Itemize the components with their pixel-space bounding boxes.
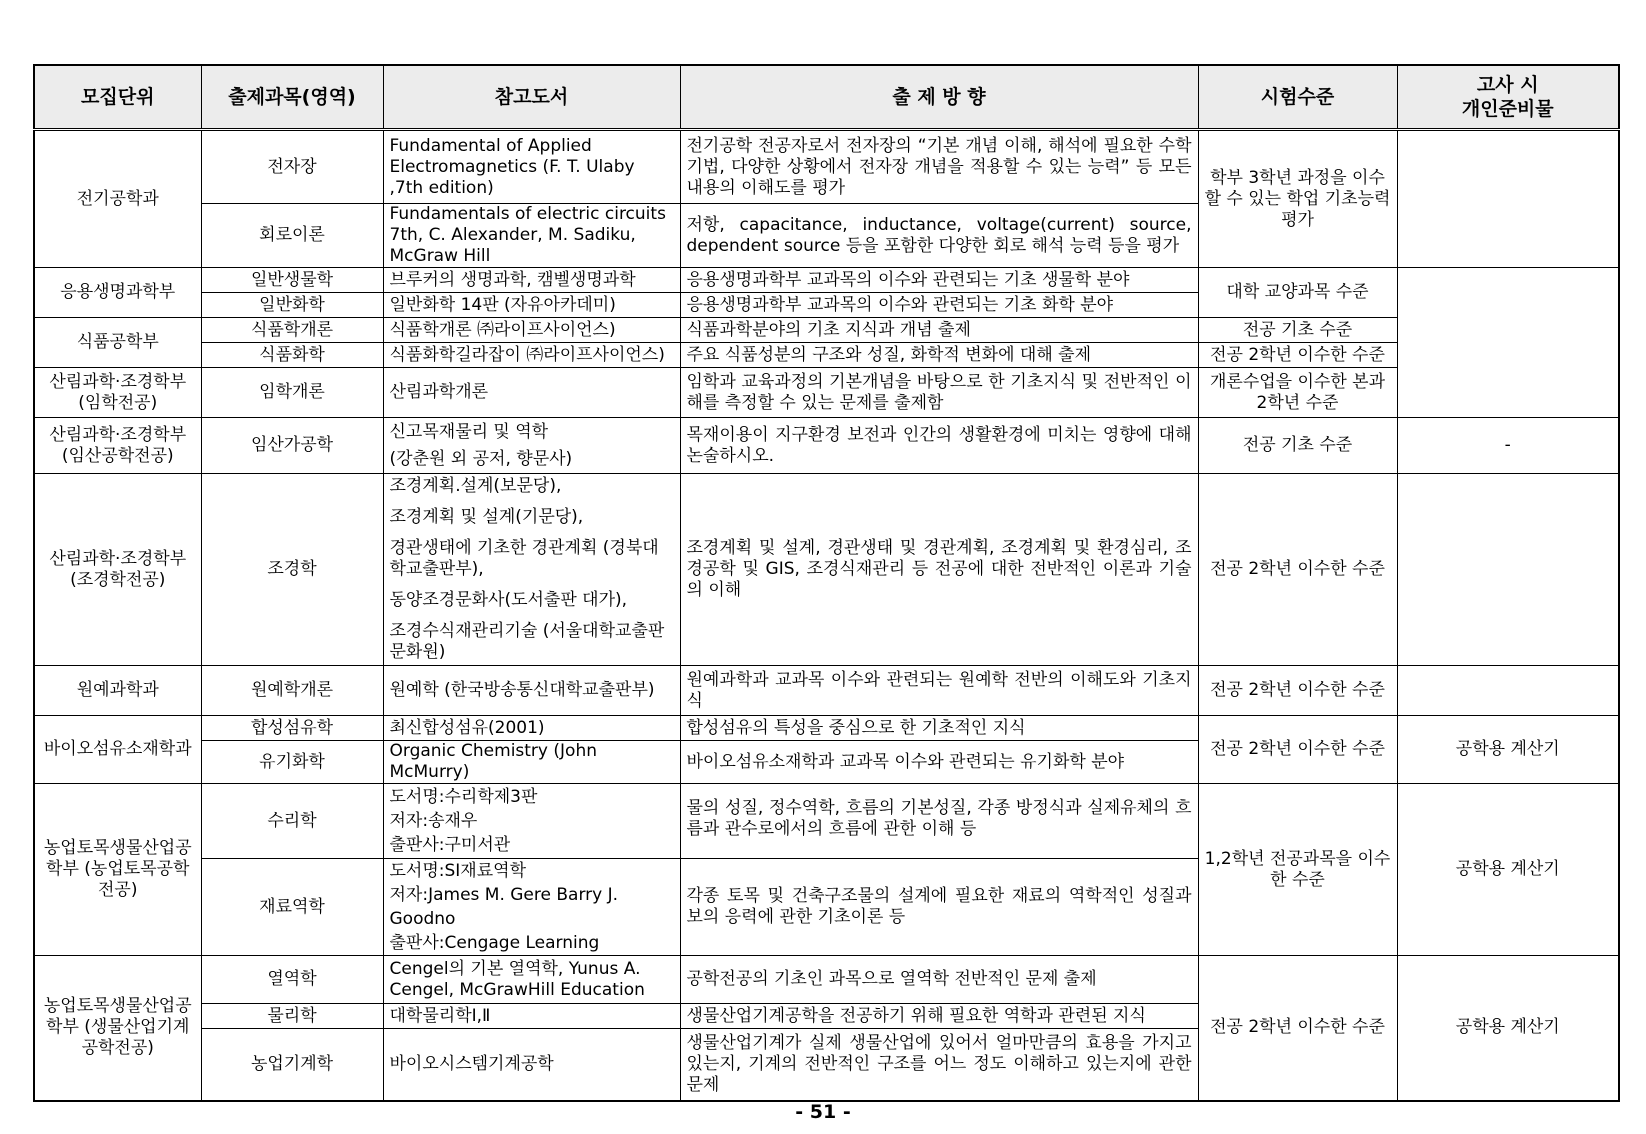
- prep-cell: 공학용 계산기: [1397, 716, 1619, 784]
- reference-cell: 식품화학길라잡이 ㈜라이프사이언스): [383, 343, 680, 368]
- direction-cell: 저항, capacitance, inductance, voltage(current) source, dependent source 등을 포함한 다양한 회로 해석 능력 등을 평가: [680, 204, 1198, 268]
- reference-cell: [383, 859, 680, 956]
- direction-cell: 생물산업기계공학을 전공하기 위해 필요한 역학과 관련된 지식: [680, 1004, 1198, 1029]
- level-cell: 전공 2학년 이수한 수준: [1198, 474, 1397, 666]
- unit-cell: 식품공학부: [34, 318, 201, 368]
- subject-cell: 식품화학: [201, 343, 383, 368]
- header-prep: [1397, 65, 1619, 130]
- unit-cell: 원예과학과: [34, 666, 201, 716]
- reference-line: 조경계획.설계(보문당),: [389, 476, 562, 496]
- direction-cell: 공학전공의 기초인 과목으로 열역학 전반적인 문제 출제: [680, 956, 1198, 1004]
- reference-cell: [383, 418, 680, 474]
- level-cell: 전공 기초 수준: [1198, 418, 1397, 474]
- unit-cell: 바이오섬유소재학과: [34, 716, 201, 784]
- reference-cell: 식품학개론 ㈜라이프사이언스): [383, 318, 680, 343]
- prep-cell: 공학용 계산기: [1397, 956, 1619, 1101]
- reference-cell: 원예학 (한국방송통신대학교출판부): [383, 666, 680, 716]
- prep-cell: [1397, 474, 1619, 666]
- direction-cell: 주요 식품성분의 구조와 성질, 화학적 변화에 대해 출제: [680, 343, 1198, 368]
- direction-cell: 합성섬유의 특성을 중심으로 한 기초적인 지식: [680, 716, 1198, 741]
- subject-cell: 조경학: [201, 474, 383, 666]
- table-row: [34, 343, 1619, 368]
- direction-cell: 물의 성질, 정수역학, 흐름의 기본성질, 각종 방정식과 실제유체의 흐름과 관수로에서의 흐름에 관한 이해 등: [680, 784, 1198, 859]
- prep-cell: [1397, 666, 1619, 716]
- direction-cell: 식품과학분야의 기초 지식과 개념 출제: [680, 318, 1198, 343]
- direction-cell: 바이오섬유소재학과 교과목 이수와 관련되는 유기화학 분야: [680, 741, 1198, 784]
- unit-cell: 농업토목생물산업공학부 (생물산업기계공학전공): [34, 956, 201, 1101]
- table-header-row: [34, 65, 1619, 130]
- unit-cell: 산림과학·조경학부 (조경학전공): [34, 474, 201, 666]
- header-prep-line: 고사 시: [1476, 74, 1539, 96]
- level-cell: 전공 2학년 이수한 수준: [1198, 956, 1397, 1101]
- reference-line: 저자:James M. Gere Barry J. Goodno: [389, 885, 619, 929]
- reference-cell: Organic Chemistry (John McMurry): [383, 741, 680, 784]
- reference-cell: Cengel의 기본 열역학, Yunus A. Cengel, McGrawHill Education: [383, 956, 680, 1004]
- level-cell: 전공 기초 수준: [1198, 318, 1397, 343]
- prep-cell: [1397, 130, 1619, 268]
- subject-cell: 합성섬유학: [201, 716, 383, 741]
- level-cell: 1,2학년 전공과목을 이수한 수준: [1198, 784, 1397, 956]
- level-cell: 전공 2학년 이수한 수준: [1198, 666, 1397, 716]
- subject-cell: 재료역학: [201, 859, 383, 956]
- table-row: [34, 716, 1619, 741]
- reference-line: 조경수식재관리기술 (서울대학교출판문화원): [389, 621, 665, 662]
- prep-cell: 공학용 계산기: [1397, 784, 1619, 956]
- header-unit: 모집단위: [34, 65, 201, 130]
- direction-cell: 목재이용이 지구환경 보전과 인간의 생활환경에 미치는 영향에 대해 논술하시오.: [680, 418, 1198, 474]
- prep-cell: [1397, 268, 1619, 418]
- reference-cell: 바이오시스템기계공학: [383, 1029, 680, 1101]
- reference-cell: [383, 474, 680, 666]
- subject-cell: 임학개론: [201, 368, 383, 418]
- page-number: - 51 -: [795, 1101, 851, 1123]
- prep-cell: -: [1397, 418, 1619, 474]
- level-cell: 개론수업을 이수한 본과 2학년 수준: [1198, 368, 1397, 418]
- table-row: [34, 130, 1619, 204]
- reference-cell: Fundamentals of electric circuits 7th, C. Alexander, M. Sadiku, McGraw Hill: [383, 204, 680, 268]
- subject-cell: 일반생물학: [201, 268, 383, 293]
- exam-subject-table: [33, 64, 1620, 1102]
- reference-line: 경관생태에 기초한 경관계획 (경북대학교출판부),: [389, 538, 659, 579]
- reference-line: (강춘원 외 공저, 향문사): [389, 448, 573, 469]
- header-level: 시험수준: [1198, 65, 1397, 130]
- subject-cell: 일반화학: [201, 293, 383, 318]
- subject-cell: 전자장: [201, 130, 383, 204]
- subject-cell: 열역학: [201, 956, 383, 1004]
- reference-cell: 대학물리학Ⅰ,Ⅱ: [383, 1004, 680, 1029]
- reference-line: 동양조경문화사(도서출판 대가),: [389, 590, 628, 610]
- subject-cell: 농업기계학: [201, 1029, 383, 1101]
- direction-cell: 생물산업기계가 실제 생물산업에 있어서 얼마만큼의 효용을 가지고 있는지, 기계의 전반적인 구조를 어느 정도 이해하고 있는지에 관한 문제: [680, 1029, 1198, 1101]
- table-row: [34, 268, 1619, 293]
- unit-cell: 전기공학과: [34, 130, 201, 268]
- reference-cell: 최신합성섬유(2001): [383, 716, 680, 741]
- level-cell: 대학 교양과목 수준: [1198, 268, 1397, 318]
- direction-cell: 임학과 교육과정의 기본개념을 바탕으로 한 기초지식 및 전반적인 이해를 측정할 수 있는 문제를 출제함: [680, 368, 1198, 418]
- subject-cell: 수리학: [201, 784, 383, 859]
- header-subject: 출제과목(영역): [201, 65, 383, 130]
- subject-cell: 물리학: [201, 1004, 383, 1029]
- direction-cell: 응용생명과학부 교과목의 이수와 관련되는 기초 생물학 분야: [680, 268, 1198, 293]
- reference-cell: [383, 784, 680, 859]
- table-row: [34, 784, 1619, 859]
- reference-line: 조경계획 및 설계(기문당),: [389, 507, 584, 527]
- unit-cell: 농업토목생물산업공학부 (농업토목공학전공): [34, 784, 201, 956]
- reference-line: 출판사:구미서관: [389, 835, 511, 855]
- reference-line: 도서명:SI재료역학: [389, 861, 526, 881]
- reference-line: 신고목재물리 및 역학: [389, 421, 549, 442]
- level-cell: 학부 3학년 과정을 이수할 수 있는 학업 기초능력 평가: [1198, 130, 1397, 268]
- reference-cell: 일반화학 14판 (자유아카데미): [383, 293, 680, 318]
- subject-cell: 임산가공학: [201, 418, 383, 474]
- subject-cell: 유기화학: [201, 741, 383, 784]
- table-row: [34, 474, 1619, 666]
- reference-line: 출판사:Cengage Learning: [389, 933, 600, 953]
- header-prep-line: 개인준비물: [1461, 98, 1554, 120]
- header-direction: 출 제 방 향: [680, 65, 1198, 130]
- subject-cell: 회로이론: [201, 204, 383, 268]
- reference-line: 저자:송재우: [389, 811, 478, 831]
- direction-cell: 전기공학 전공자로서 전자장의 “기본 개념 이해, 해석에 필요한 수학 기법, 다양한 상황에서 전자장 개념을 적용할 수 있는 능력” 등 모든 내용의 이해도를 평가: [680, 130, 1198, 204]
- level-cell: 전공 2학년 이수한 수준: [1198, 343, 1397, 368]
- table-row: [34, 666, 1619, 716]
- subject-cell: 식품학개론: [201, 318, 383, 343]
- table-row: [34, 956, 1619, 1004]
- unit-cell: 응용생명과학부: [34, 268, 201, 318]
- level-cell: 전공 2학년 이수한 수준: [1198, 716, 1397, 784]
- table-row: [34, 368, 1619, 418]
- reference-cell: 브루커의 생명과학, 캠벨생명과학: [383, 268, 680, 293]
- reference-cell: 산림과학개론: [383, 368, 680, 418]
- reference-line: 도서명:수리학제3판: [389, 787, 538, 807]
- table-row: [34, 418, 1619, 474]
- subject-cell: 원예학개론: [201, 666, 383, 716]
- direction-cell: 각종 토목 및 건축구조물의 설계에 필요한 재료의 역학적인 성질과 보의 응력에 관한 기초이론 등: [680, 859, 1198, 956]
- direction-cell: 원예과학과 교과목 이수와 관련되는 원예학 전반의 이해도와 기초지식: [680, 666, 1198, 716]
- unit-cell: 산림과학·조경학부 (임학전공): [34, 368, 201, 418]
- direction-cell: 조경계획 및 설계, 경관생태 및 경관계획, 조경계획 및 환경심리, 조경공학 및 GIS, 조경식재관리 등 전공에 대한 전반적인 이론과 기술의 이해: [680, 474, 1198, 666]
- admission-exam-table-page: [33, 64, 1618, 1102]
- unit-cell: 산림과학·조경학부 (임산공학전공): [34, 418, 201, 474]
- table-row: [34, 318, 1619, 343]
- reference-cell: Fundamental of Applied Electromagnetics (F. T. Ulaby ,7th edition): [383, 130, 680, 204]
- header-reference: 참고도서: [383, 65, 680, 130]
- direction-cell: 응용생명과학부 교과목의 이수와 관련되는 기초 화학 분야: [680, 293, 1198, 318]
